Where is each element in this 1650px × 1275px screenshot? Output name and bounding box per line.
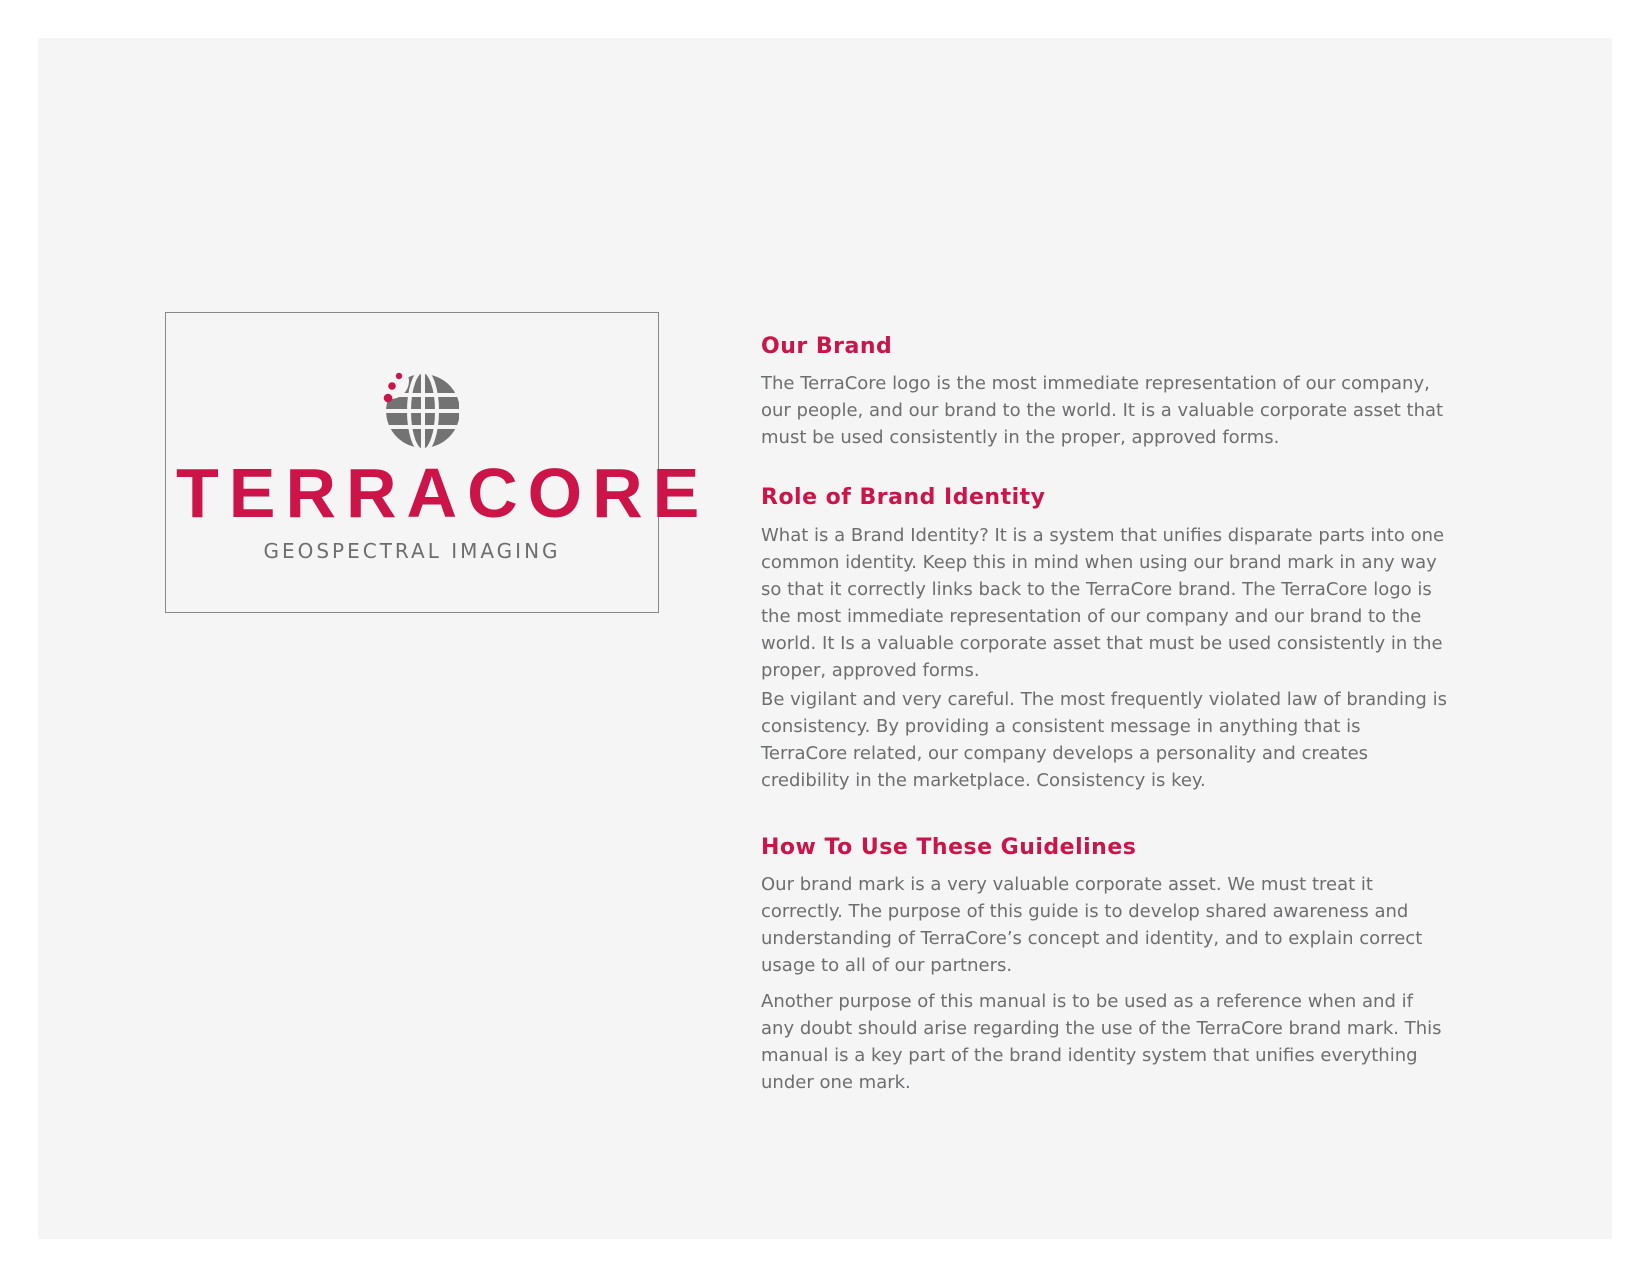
logo-tagline: GEOSPECTRAL IMAGING	[263, 539, 561, 563]
section-title-our-brand: Our Brand	[761, 334, 893, 359]
globe-icon	[379, 369, 459, 449]
section-paragraph: Be vigilant and very careful. The most frequently violated law of branding is consistency. By providing a consistent message in anything that is TerraCore related, our company develops a personality and creates credibility in the marketplace. Consistency is key.	[761, 689, 1447, 791]
section-paragraph: What is a Brand Identity? It is a system that unifies disparate parts into one common identity. Keep this in mind when using our brand mark in any way so that it correctly links back to the TerraCore brand. The TerraCore logo is the most immediate representation of our company and our brand to the world. It Is a valuable corporate asset that must be used consistently in the proper, approved forms.	[761, 525, 1445, 681]
section-paragraph: Our brand mark is a very valuable corporate asset. We must treat it correctly. The purpose of this guide is to develop shared awareness and understanding of TerraCore’s concept and identity, and to explain correct usage to all of our partners.	[761, 874, 1423, 976]
brand-guidelines-page	[38, 38, 1612, 1239]
section-paragraph: The TerraCore logo is the most immediate representation of our company, our people, and our brand to the world. It is a valuable corporate asset that must be used consistently in the proper, approved forms.	[761, 373, 1444, 448]
section-title-role-of-brand-identity: Role of Brand Identity	[761, 485, 1046, 510]
section-paragraph: Another purpose of this manual is to be used as a reference when and if any doubt should arise regarding the use of the TerraCore brand mark. This manual is a key part of the brand identity system that unifies everything under one mark.	[761, 991, 1442, 1093]
logo-frame	[165, 312, 710, 613]
section-title-how-to-use: How To Use These Guidelines	[761, 835, 1137, 860]
logo-wordmark: TERRACORE	[176, 454, 710, 532]
